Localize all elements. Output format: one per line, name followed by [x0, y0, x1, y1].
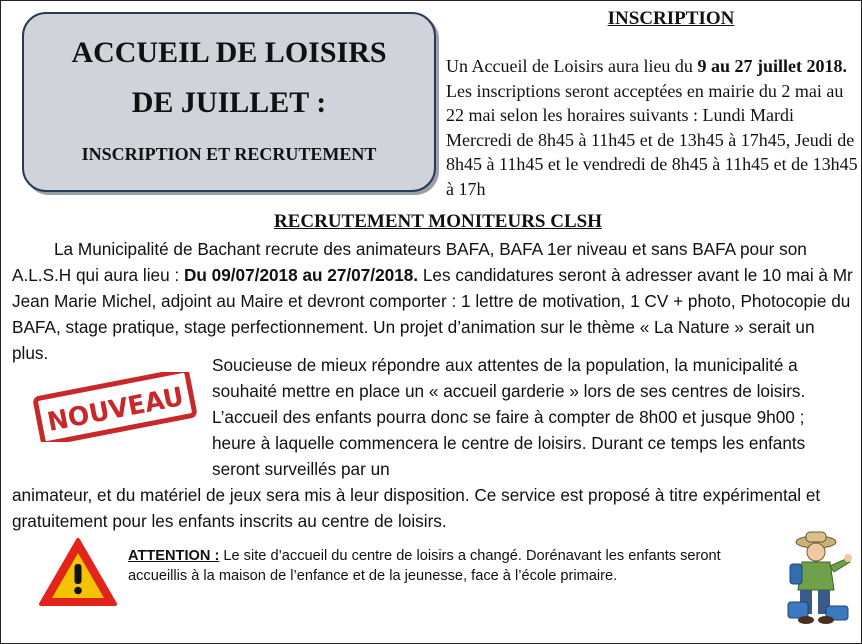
title-subtitle: INSCRIPTION ET RECRUTEMENT [81, 144, 377, 164]
recrutement-dates: Du 09/07/2018 au 27/07/2018. [183, 265, 419, 285]
recrutement-heading: RECRUTEMENT MONITEURS CLSH [274, 211, 602, 232]
nouveau-paragraph: Soucieuse de mieux répondre aux attentes de la population, la municipalité a souhaité mettre en place un « accueil garderie » lors de ses centres de loisirs. L’accueil des enfants pourra donc se faire à compter de 8h00 et jusque 9h00 ; heure à laquelle commencera le centre de loisirs. Durant ce temps les enfants seront surveillés par un [212, 355, 806, 479]
inscription-paragraph [446, 54, 858, 201]
title-box [22, 12, 436, 192]
nouveau-stamp-icon [30, 372, 200, 442]
inscription-text-part2: Les inscriptions seront acceptées en mairie du 2 mai au 22 mai selon les horaires suivants : Lundi Mardi Mercredi de 8h45 à 11h45 et de 13h45 à 17h45, Jeudi de 8h45 à 11h45 et le vendredi de 8h45 à 11h45 et de 13h45 à 17h [446, 80, 858, 199]
nouveau-paragraph-continued: animateur, et du matériel de jeux sera mis à leur disposition. Ce service est proposé à titre expérimental et gratuitement pour les enfants inscrits au centre de loisirs. [12, 485, 821, 531]
attention-text: Le site d’accueil du centre de loisirs a changé. Dorénavant les enfants seront accueillis à la maison de l’enfance et de la jeunesse, face à l’école primaire. [128, 548, 721, 584]
recrutement-text-part1: La Municipalité de Bachant recrute des animateurs BAFA, BAFA 1er niveau et sans BAFA pour son A.L.S.H qui aura lieu : [12, 239, 807, 285]
inscription-text-part1: Un Accueil de Loisirs aura lieu du [446, 56, 698, 76]
recrutement-text-part2: Les candidatures seront à adresser avant le 10 mai à Mr Jean Marie Michel, adjoint au Maire et devront comporter : 1 lettre de motivation, 1 CV + photo, Photocopie du BAFA, stage pratique, stage perfectionnement. Un projet d’animation sur le thème « La Nature » serait un plus. [12, 265, 853, 363]
attention-notice [128, 546, 768, 586]
warning-triangle-icon [38, 536, 118, 608]
inscription-heading: INSCRIPTION [607, 8, 735, 29]
title-line-2: DE JUILLET : [131, 86, 327, 119]
explorer-child-icon [782, 528, 856, 628]
recrutement-paragraph [12, 236, 854, 366]
attention-label: ATTENTION : [128, 548, 220, 564]
nouveau-stamp-text: NOUVEAU [44, 381, 192, 438]
title-line-1: ACCUEIL DE LOISIRS [71, 36, 387, 69]
inscription-dates: 9 au 27 juillet 2018. [697, 56, 847, 76]
